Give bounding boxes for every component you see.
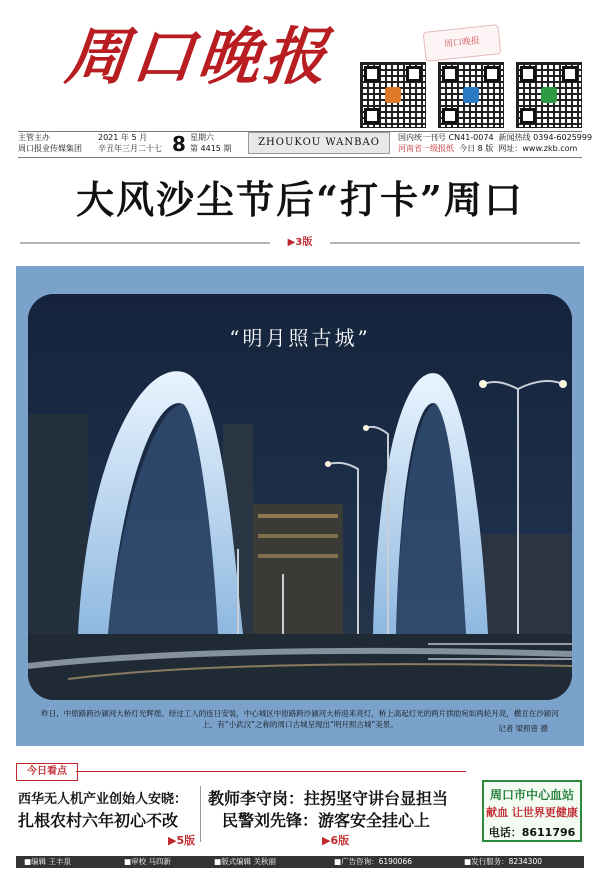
teaser-left-headline[interactable]: 扎根农村六年初心不改	[18, 811, 179, 830]
teaser-right-line2[interactable]: 民警刘先锋：游客安全挂心上	[222, 811, 431, 830]
teaser-rule	[76, 771, 466, 772]
info-rule	[18, 157, 582, 158]
newspaper-logo: 周口晚报	[62, 20, 334, 93]
footer-bar	[16, 856, 584, 868]
photo-credit: 记者 梁照曾 摄	[498, 724, 548, 733]
today-highlights-tag: 今日看点	[16, 763, 78, 781]
ad-title: 周口市中心血站	[489, 788, 574, 802]
weekday: 星期六	[190, 133, 214, 142]
headline-page-ref[interactable]: ▶3版	[270, 236, 330, 250]
teaser-left-page-ref[interactable]: ▶5版	[168, 834, 196, 847]
date-lunar: 辛丑年三月二十七	[98, 144, 162, 153]
photo-caption: 昨日，中原路跨沙颍河大桥灯光辉煌。经过工人的连日安装，中心城区中原路跨沙颍河大桥迎来亮灯，桥上高起灯光的两片拱肋宛如两轮月亮，横亘在沙颍河上，有“小武汉”之称的周口古城呈现出“明月照古城”美景。	[41, 709, 559, 729]
footer-distribution: ■发行服务：8234300	[464, 857, 542, 866]
photo-overlay-title: “明月照古城”	[229, 326, 371, 350]
date-gregorian: 2021 年 5 月	[98, 133, 148, 142]
page-count: 今日 8 版	[459, 144, 494, 153]
photo-caption-box	[28, 704, 572, 740]
teaser-right-page-ref[interactable]: ▶6版	[322, 834, 350, 847]
news-hotline: 新闻热线 0394-6025999	[498, 133, 593, 142]
stamp-logo: 周口晚报	[423, 24, 502, 62]
ad-phone: 电话：8611796	[488, 826, 576, 839]
issue-number: 第 4415 期	[190, 144, 232, 153]
blood-center-ad[interactable]	[482, 780, 582, 842]
teaser-divider	[200, 786, 201, 842]
bridge-photo	[28, 294, 572, 700]
cn-code: 国内统一刊号 CN41-0074	[398, 133, 494, 142]
english-title: ZHOUKOU WANBAO	[248, 132, 390, 154]
footer-ad-hotline: ■广告咨询：6190066	[334, 857, 412, 866]
sponsor-name: 周口报业传媒集团	[18, 144, 82, 153]
footer-editor: ■编辑 王丰泉	[24, 857, 71, 866]
qr-code-icon	[360, 62, 426, 128]
footer-review: ■审校 马四新	[124, 857, 171, 866]
ad-slogan: 献血 让世界更健康	[486, 806, 578, 819]
day-number: 8	[172, 132, 186, 156]
teaser-left-subtitle: 西华无人机产业创始人安晓：	[18, 792, 188, 807]
info-bar	[18, 132, 593, 156]
website[interactable]: 网址：www.zkb.com	[498, 144, 578, 153]
footer-layout: ■版式编辑 关秋丽	[214, 857, 276, 866]
sponsor-label: 主管主办	[18, 133, 50, 142]
page-headline: 大风沙尘节后“打卡”周口	[76, 177, 524, 222]
qr-code-icon	[438, 62, 504, 128]
qr-code-icon	[516, 62, 582, 128]
teaser-right-line1[interactable]: 教师李守岗：拄拐坚守讲台显担当	[208, 789, 449, 808]
honor-label: 河南省一级报纸	[398, 144, 454, 153]
